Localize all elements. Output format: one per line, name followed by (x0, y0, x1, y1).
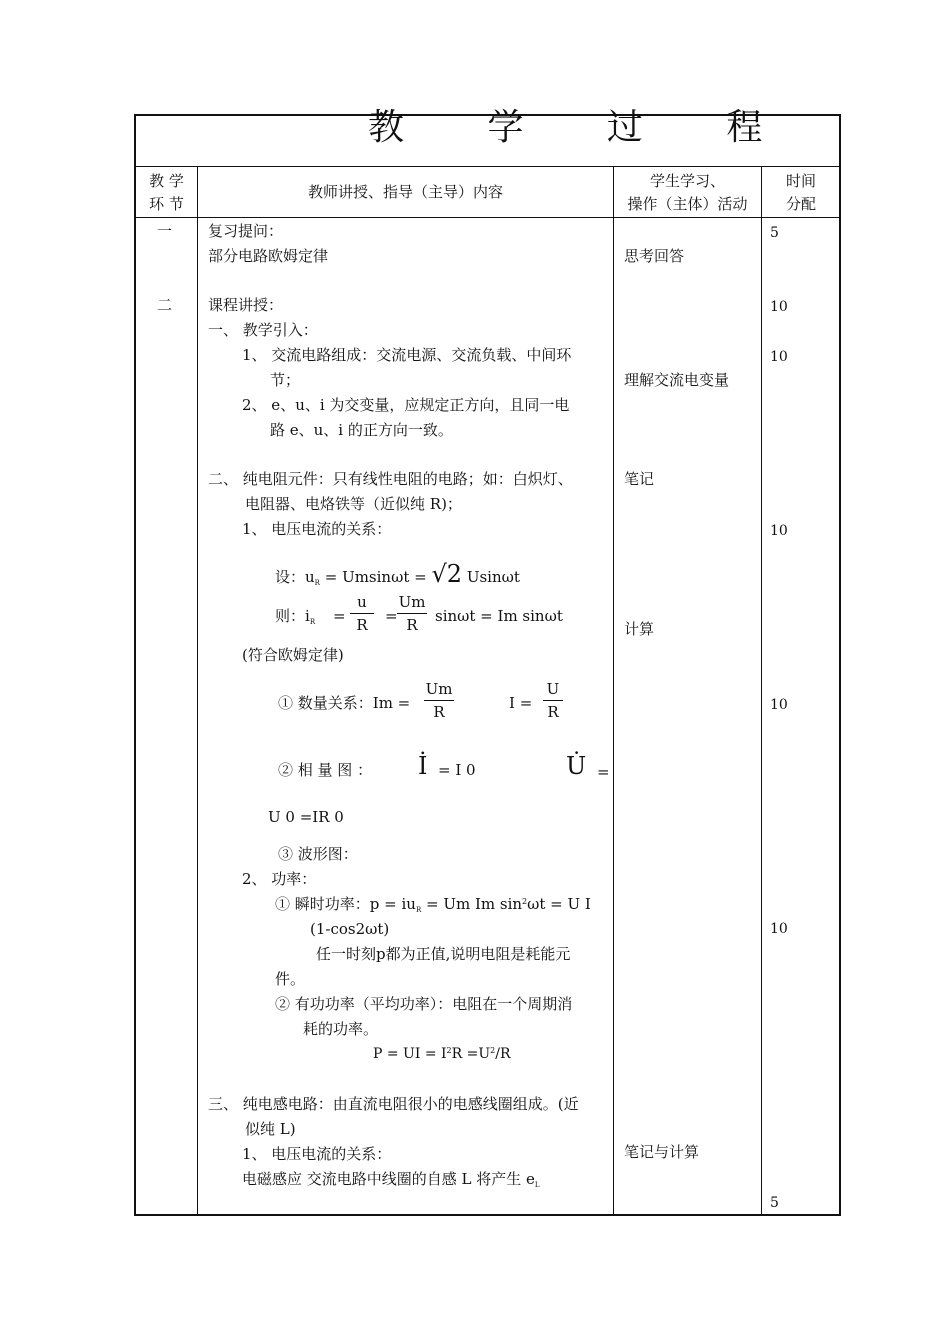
instantaneous-power (275, 897, 591, 914)
student-activity-notes-calc: 笔记与计算 (624, 1143, 700, 1161)
header-stage-line2: 环 节 (149, 195, 184, 213)
review-title: 复习提问： (208, 222, 284, 240)
induction-text-main: 电磁感应 交流电路中线圈的自感 L 将产生 e (242, 1170, 535, 1188)
column-divider (613, 166, 614, 1216)
phasor-voltage-equation: U 0 =IR 0 (268, 808, 344, 826)
header-divider (134, 217, 841, 218)
intro-item-1: 1、 交流电路组成：交流电源、交流负载、中间环 (242, 346, 572, 364)
then-end: sinωt = Im sinωt (435, 607, 563, 625)
phasor-current-equation: = I 0 (438, 761, 476, 779)
quantity-relation-i: I = (509, 694, 533, 712)
student-activity-answer: 思考回答 (624, 247, 685, 265)
fraction-denominator: R (433, 703, 445, 721)
fraction-u-over-r (543, 682, 563, 720)
fraction-numerator: U (543, 682, 563, 701)
header-teacher: 教师讲授、指导（主导）内容 (307, 183, 503, 201)
student-activity-calc: 计算 (624, 620, 655, 638)
student-activity-understand: 理解交流电变量 (624, 371, 730, 389)
average-power-cont: 耗的功率。 (303, 1020, 379, 1038)
vi-relation-title: 1、 电压电流的关系： (242, 520, 392, 538)
intro-item-2: 2、 e、u、i 为交变量，应规定正方向，且同一电 (242, 396, 570, 414)
instantaneous-power-mid: = Um Im sin (426, 895, 523, 913)
phasor-voltage-equals: = (597, 763, 610, 781)
fraction-numerator: Um (397, 595, 427, 614)
instantaneous-power-superscript: 2 (522, 897, 528, 906)
average-power-formula-mid: R =U (451, 1046, 491, 1062)
column-divider (761, 166, 762, 1216)
lecture-title: 课程讲授： (208, 296, 284, 314)
fraction-um-over-r (397, 595, 427, 633)
then-prefix: 则：i (275, 607, 310, 625)
induction-subscript: L (534, 1181, 540, 1189)
average-power-formula-pre: P = UI = I (373, 1046, 447, 1062)
inductor-heading: 三、 纯电感电路：由直流电阻很小的电感线圈组成。(近 (208, 1095, 579, 1113)
instantaneous-power-subscript: R (415, 906, 422, 914)
review-item: 部分电路欧姆定律 (208, 247, 329, 265)
time-value: 5 (770, 225, 779, 241)
fraction-denominator: R (356, 616, 368, 634)
average-power-formula-end: /R (495, 1046, 511, 1062)
set-prefix: 设：u (275, 568, 315, 586)
phasor-current-symbol: İ (418, 752, 428, 780)
intro-title: 一、 教学引入： (208, 321, 318, 339)
header-student-line2: 操作（主体）活动 (627, 195, 748, 213)
time-value: 5 (770, 1195, 779, 1211)
time-value: 10 (770, 921, 788, 937)
fraction-numerator: Um (424, 682, 454, 701)
intro-item-2-cont: 路 e、u、i 的正方向一致。 (270, 421, 453, 439)
time-value: 10 (770, 523, 788, 539)
resistor-heading-cont: 电阻器、电烙铁等（近似纯 R)； (245, 495, 462, 513)
fraction-denominator: R (406, 616, 418, 634)
waveform-label: ③ 波形图： (278, 845, 358, 863)
ohm-note: (符合欧姆定律) (242, 646, 344, 664)
stage-two: 二 (157, 296, 173, 314)
header-time-line1: 时间 (785, 172, 816, 190)
set-mid: = Umsinωt = (324, 568, 432, 586)
average-power-formula (373, 1047, 511, 1061)
instantaneous-power-prefix: ① 瞬时功率：p = iu (275, 895, 416, 913)
average-power-formula-sup2: 2 (490, 1046, 496, 1055)
fraction-u-over-r (350, 595, 374, 633)
induction-text (242, 1172, 540, 1189)
time-value: 10 (770, 697, 788, 713)
title-divider (134, 166, 841, 167)
instantaneous-power-note-cont: 件。 (275, 970, 306, 988)
instantaneous-power-cont: (1-cos2ωt) (310, 920, 390, 938)
time-value: 10 (770, 299, 788, 315)
header-time-line2: 分配 (785, 195, 816, 213)
intro-item-1-cont: 节； (270, 371, 301, 389)
page-title: 教 学 过 程 (368, 107, 799, 148)
average-power: ② 有功功率（平均功率）：电阻在一个周期消 (275, 995, 573, 1013)
set-end: Usinωt (466, 568, 520, 586)
power-title: 2、 功率： (242, 870, 317, 888)
quantity-relation-label: ① 数量关系：Im = (278, 694, 411, 712)
set-formula (275, 562, 520, 587)
instantaneous-power-end: ωt = U I (527, 895, 591, 913)
stage-one: 一 (157, 222, 173, 240)
phasor-label: ② 相 量 图 ： (278, 761, 373, 779)
header-student-line1: 学生学习、 (649, 172, 725, 190)
inductor-heading-cont: 似纯 L) (245, 1120, 296, 1138)
column-divider (197, 166, 198, 1216)
then-formula (275, 609, 315, 626)
set-subscript: R (314, 579, 320, 587)
average-power-formula-sup: 2 (446, 1046, 452, 1055)
inductor-vi-relation: 1、 电压电流的关系： (242, 1145, 392, 1163)
fraction-denominator: R (547, 703, 559, 721)
phasor-voltage-symbol: U̇ (566, 752, 587, 780)
sqrt-two: √2 (431, 560, 463, 588)
time-value: 10 (770, 349, 788, 365)
equals-sign: = (333, 607, 346, 625)
then-subscript: R (309, 618, 316, 626)
header-stage-line1: 教 学 (149, 172, 184, 190)
fraction-um-over-r (424, 682, 454, 720)
resistor-heading: 二、 纯电阻元件：只有线性电阻的电路；如：白炽灯、 (208, 470, 573, 488)
student-activity-notes: 笔记 (624, 470, 655, 488)
equals-sign: = (385, 607, 398, 625)
instantaneous-power-note: 任一时刻p都为正值,说明电阻是耗能元 (316, 945, 571, 963)
fraction-numerator: u (350, 595, 374, 614)
